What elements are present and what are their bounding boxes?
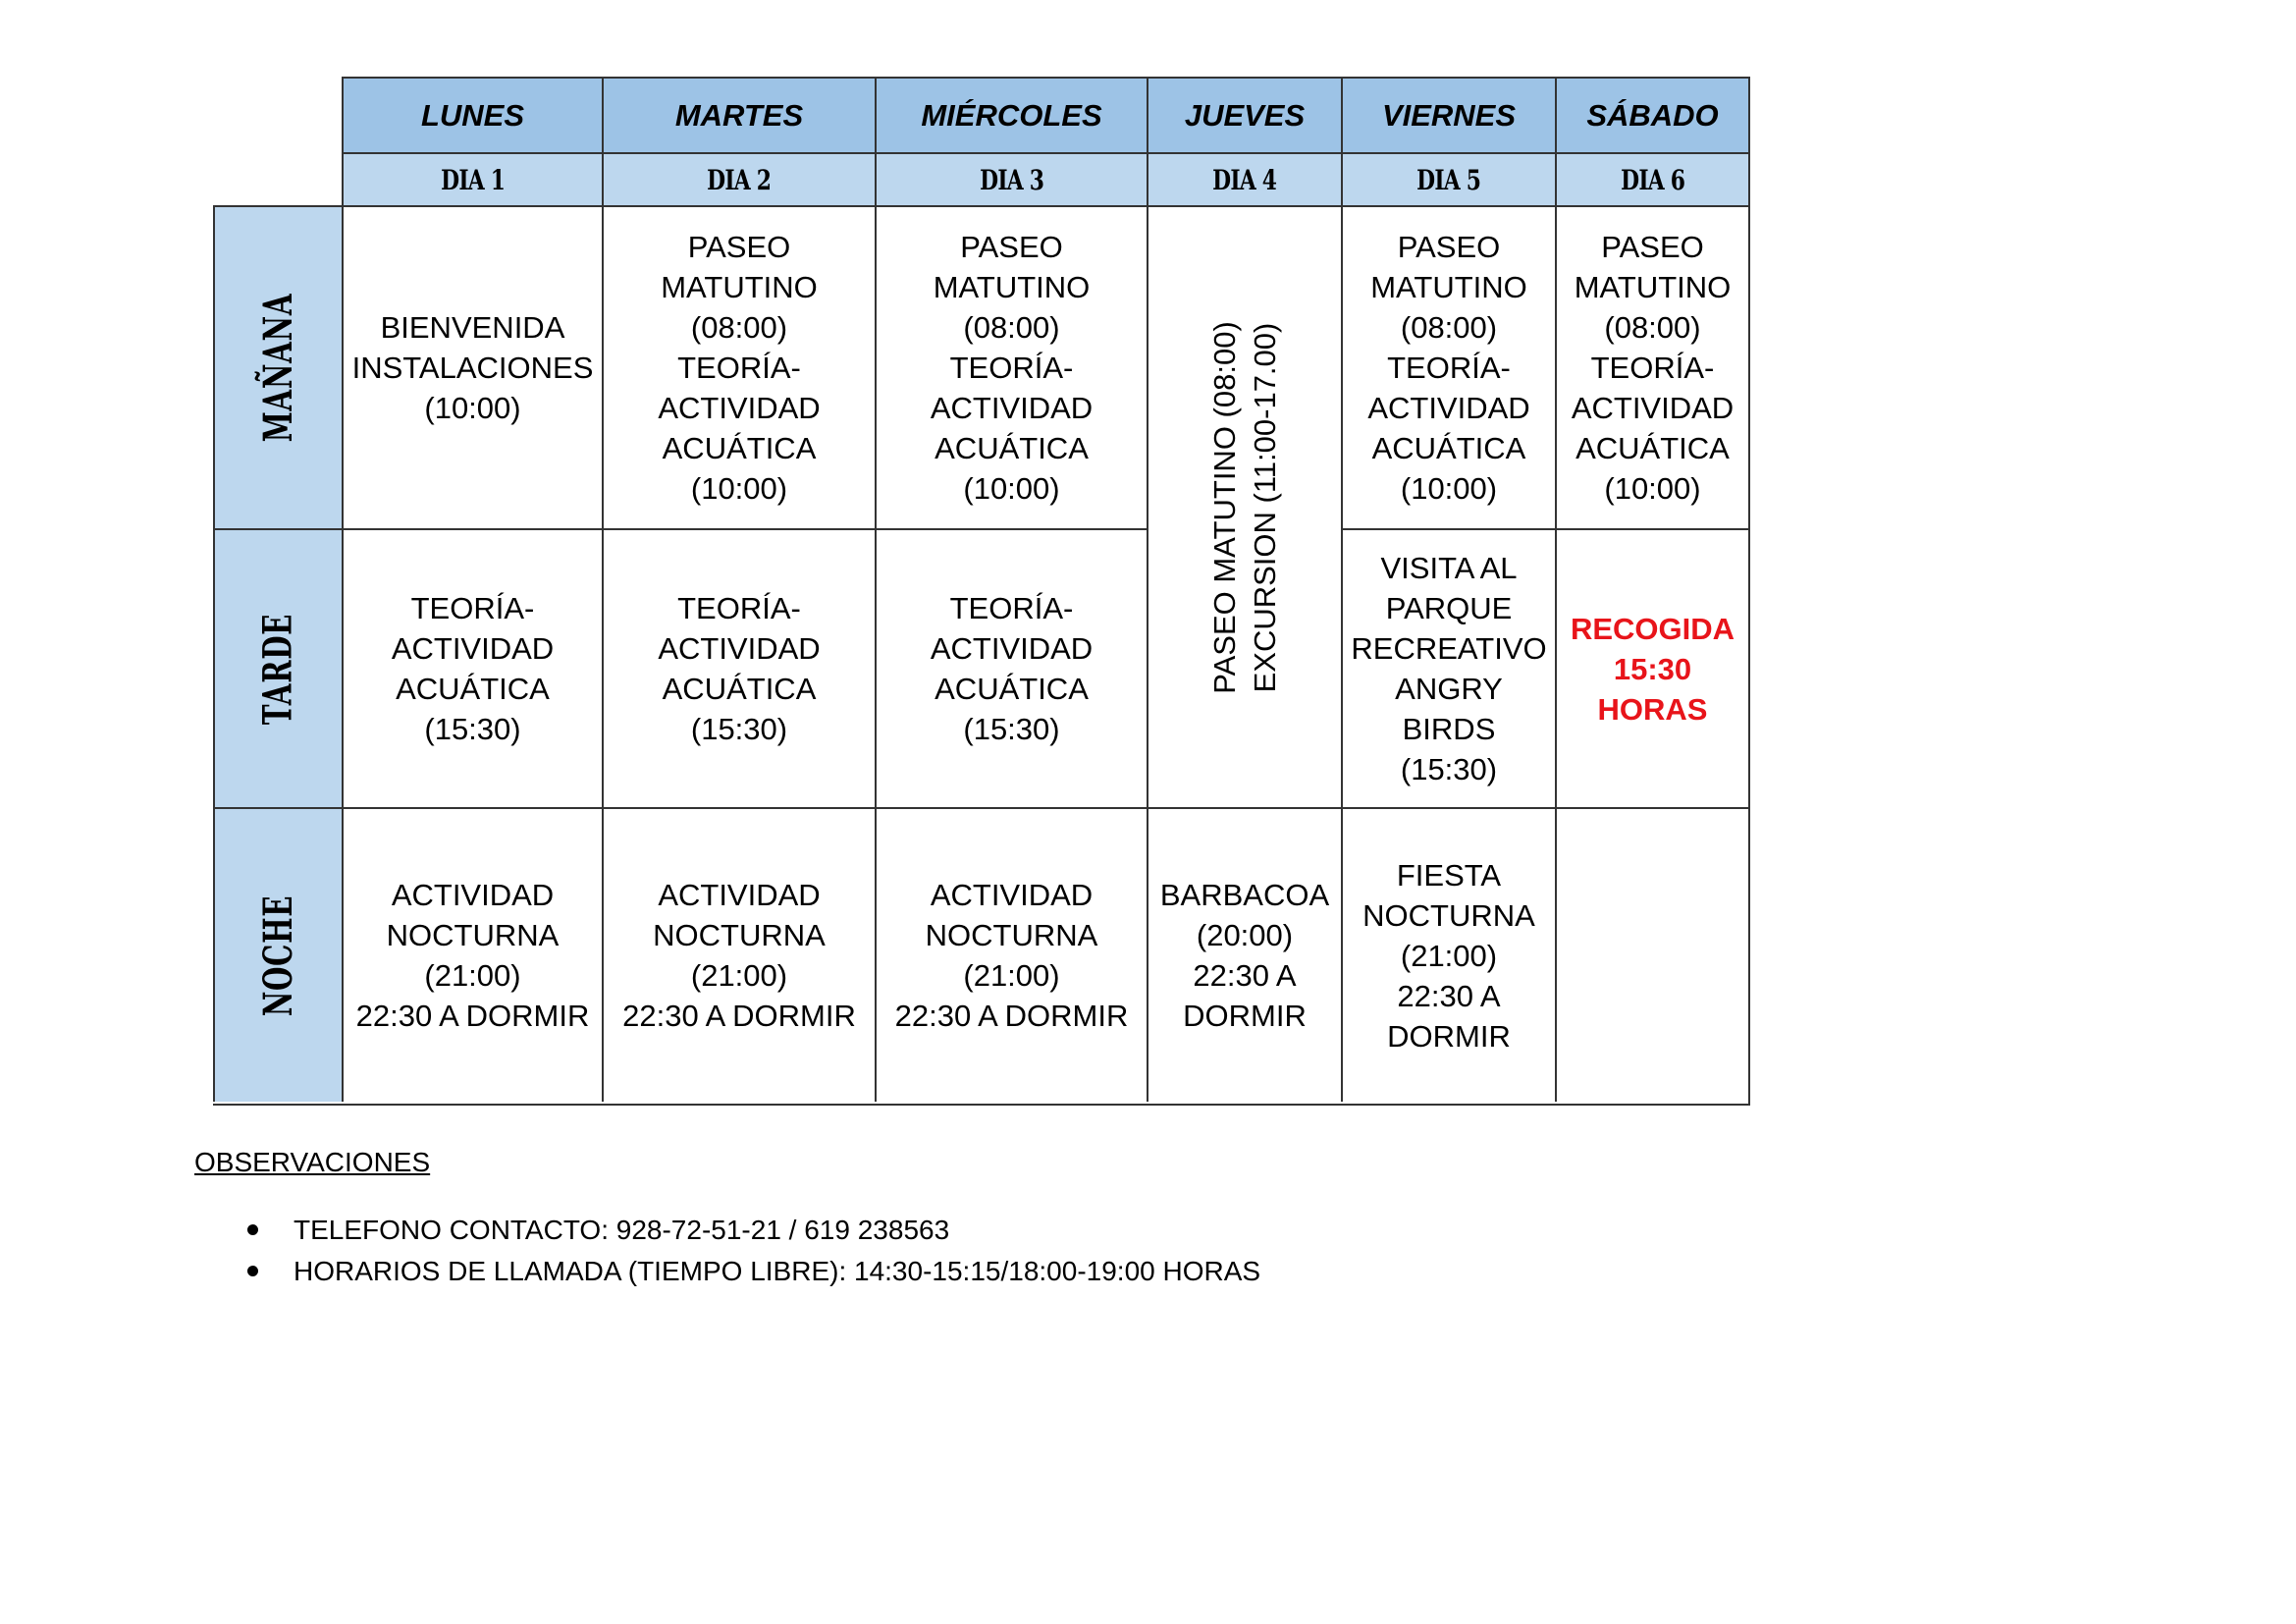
night-day-3: ACTIVIDAD NOCTURNA (21:00) 22:30 A DORMIR (875, 807, 1147, 1102)
day-number-2 (602, 152, 875, 205)
day-number-label: DIA 3 (979, 163, 1044, 196)
day-header-jueves: JUEVES (1147, 77, 1341, 152)
thursday-excursion-text: PASEO MATUTINO (08:00) EXCURSION (11:00-17.00) (1207, 320, 1283, 694)
day-header-viernes: VIERNES (1341, 77, 1555, 152)
period-label: NOCHE (255, 894, 301, 1016)
morning-day-3: PASEO MATUTINO (08:00) TEORÍA- ACTIVIDAD ACUÁTICA (10:00) (875, 205, 1147, 528)
afternoon-day-1: TEORÍA- ACTIVIDAD ACUÁTICA (15:30) (342, 528, 602, 807)
contact-phone: TELEFONO CONTACTO: 928-72-51-21 / 619 238563 (294, 1215, 950, 1245)
day-number-label: DIA 1 (440, 163, 506, 196)
day-header-martes: MARTES (602, 77, 875, 152)
morning-day-6: PASEO MATUTINO (08:00) TEORÍA- ACTIVIDAD ACUÁTICA (10:00) (1555, 205, 1748, 528)
period-label: MAÑANA (255, 293, 302, 443)
day-number-label: DIA 4 (1212, 163, 1277, 196)
period-manana (213, 205, 342, 528)
list-item (247, 1251, 1260, 1292)
morning-day-5: PASEO MATUTINO (08:00) TEORÍA- ACTIVIDAD ACUÁTICA (10:00) (1341, 205, 1555, 528)
day-header-lunes: LUNES (342, 77, 602, 152)
day-number-label: DIA 2 (707, 163, 772, 196)
observations-list (247, 1210, 1260, 1292)
bullet-icon (247, 1266, 258, 1276)
night-day-5: FIESTA NOCTURNA (21:00) 22:30 A DORMIR (1341, 807, 1555, 1102)
schedule-table (213, 77, 1750, 1106)
corner-blank-2 (213, 152, 342, 205)
night-day-6 (1555, 807, 1748, 1102)
corner-blank (213, 77, 342, 152)
day-number-label: DIA 5 (1416, 163, 1481, 196)
afternoon-day-2: TEORÍA- ACTIVIDAD ACUÁTICA (15:30) (602, 528, 875, 807)
observations-title: OBSERVACIONES (194, 1147, 431, 1177)
night-day-2: ACTIVIDAD NOCTURNA (21:00) 22:30 A DORMIR (602, 807, 875, 1102)
day-header-sabado: SÁBADO (1555, 77, 1748, 152)
period-noche (213, 807, 342, 1102)
day-number-6 (1555, 152, 1748, 205)
night-day-1: ACTIVIDAD NOCTURNA (21:00) 22:30 A DORMIR (342, 807, 602, 1102)
day-number-label: DIA 6 (1620, 163, 1685, 196)
period-label: TARDE (255, 613, 301, 725)
pickup-notice: RECOGIDA 15:30 HORAS (1555, 528, 1748, 807)
list-item (247, 1210, 1260, 1251)
period-tarde (213, 528, 342, 807)
day-number-3 (875, 152, 1147, 205)
call-hours: HORARIOS DE LLAMADA (TIEMPO LIBRE): 14:30-15:15/18:00-19:00 HORAS (294, 1256, 1261, 1286)
afternoon-day-3: TEORÍA- ACTIVIDAD ACUÁTICA (15:30) (875, 528, 1147, 807)
night-day-4: BARBACOA (20:00) 22:30 A DORMIR (1147, 807, 1341, 1102)
day-number-1 (342, 152, 602, 205)
morning-day-2: PASEO MATUTINO (08:00) TEORÍA- ACTIVIDAD ACUÁTICA (10:00) (602, 205, 875, 528)
morning-day-1: BIENVENIDA INSTALACIONES (10:00) (342, 205, 602, 528)
bullet-icon (247, 1224, 258, 1235)
day-header-miercoles: MIÉRCOLES (875, 77, 1147, 152)
thursday-excursion-cell (1147, 205, 1341, 807)
afternoon-day-5: VISITA AL PARQUE RECREATIVO ANGRY BIRDS (15:30) (1341, 528, 1555, 807)
day-number-5 (1341, 152, 1555, 205)
day-number-4 (1147, 152, 1341, 205)
